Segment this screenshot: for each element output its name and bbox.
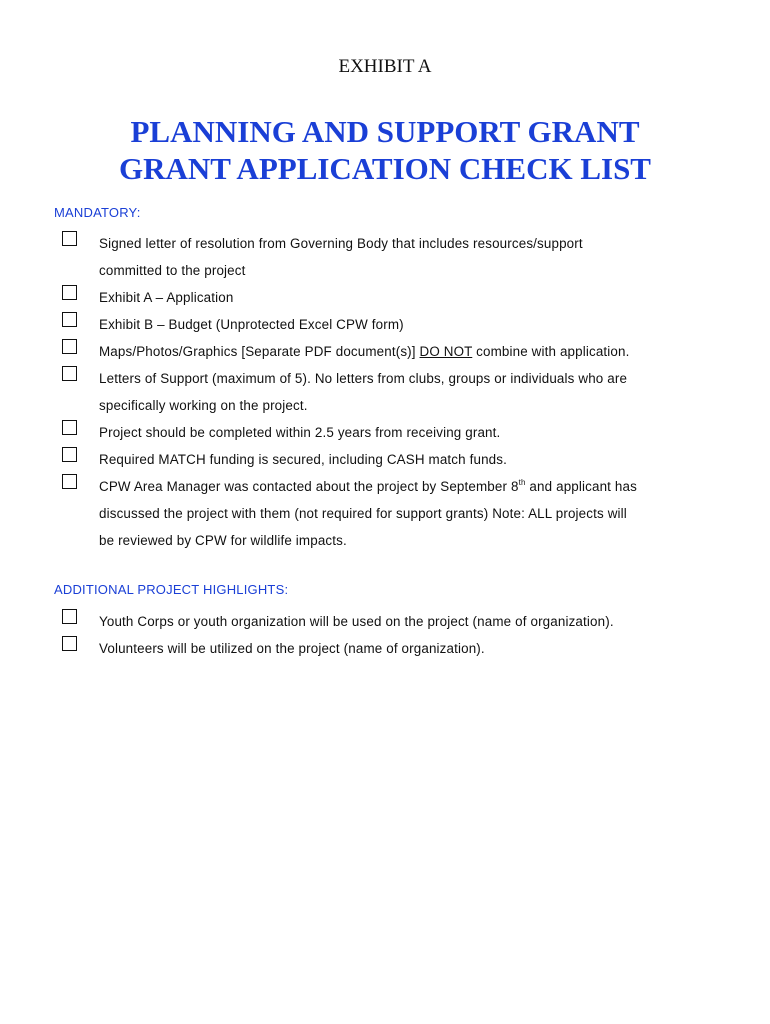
title-line-1: PLANNING AND SUPPORT GRANT (130, 114, 640, 149)
youth-corps-checkbox[interactable] (62, 609, 77, 624)
exhibit-b-checkbox[interactable] (62, 312, 77, 327)
resolution-letter-checkbox[interactable] (62, 231, 77, 246)
checklist-item-text: Exhibit B – Budget (Unprotected Excel CPW form) (99, 317, 404, 332)
letters-of-support-checkbox[interactable] (62, 366, 77, 381)
checklist-item-text: Youth Corps or youth organization will be used on the project (name of organization). (99, 614, 614, 629)
page-title (0, 113, 770, 187)
do-not-emphasis: DO NOT (419, 344, 473, 359)
additional-highlights-heading: ADDITIONAL PROJECT HIGHLIGHTS: (54, 582, 289, 597)
title-line-2: GRANT APPLICATION CHECK LIST (119, 151, 651, 186)
checklist-item-text: Exhibit A – Application (99, 290, 234, 305)
maps-photos-checkbox[interactable] (62, 339, 77, 354)
volunteers-checkbox[interactable] (62, 636, 77, 651)
checklist-item-text: Maps/Photos/Graphics [Separate PDF document(s)] DO NOT combine with application. (99, 344, 630, 359)
mandatory-heading: MANDATORY: (54, 205, 141, 220)
completion-timeline-checkbox[interactable] (62, 420, 77, 435)
checklist-item-text: Signed letter of resolution from Governing Body that includes resources/support committed to the project (99, 236, 583, 278)
cpw-area-manager-checkbox[interactable] (62, 474, 77, 489)
checklist-item-text: Letters of Support (maximum of 5). No letters from clubs, groups or individuals who are specifically working on the project. (99, 371, 628, 413)
checklist-item-text: Volunteers will be utilized on the project (name of organization). (99, 641, 485, 656)
exhibit-label: EXHIBIT A (338, 56, 432, 77)
checklist-item-text: Project should be completed within 2.5 years from receiving grant. (99, 425, 501, 440)
match-funding-checkbox[interactable] (62, 447, 77, 462)
checklist-item-text: Required MATCH funding is secured, including CASH match funds. (99, 452, 507, 467)
exhibit-a-checkbox[interactable] (62, 285, 77, 300)
checklist-item-text: CPW Area Manager was contacted about the project by September 8th and applicant has discussed the project with them (not required for support grants) Note: ALL projects will be reviewed by CPW for wildlife impacts. (99, 478, 637, 548)
